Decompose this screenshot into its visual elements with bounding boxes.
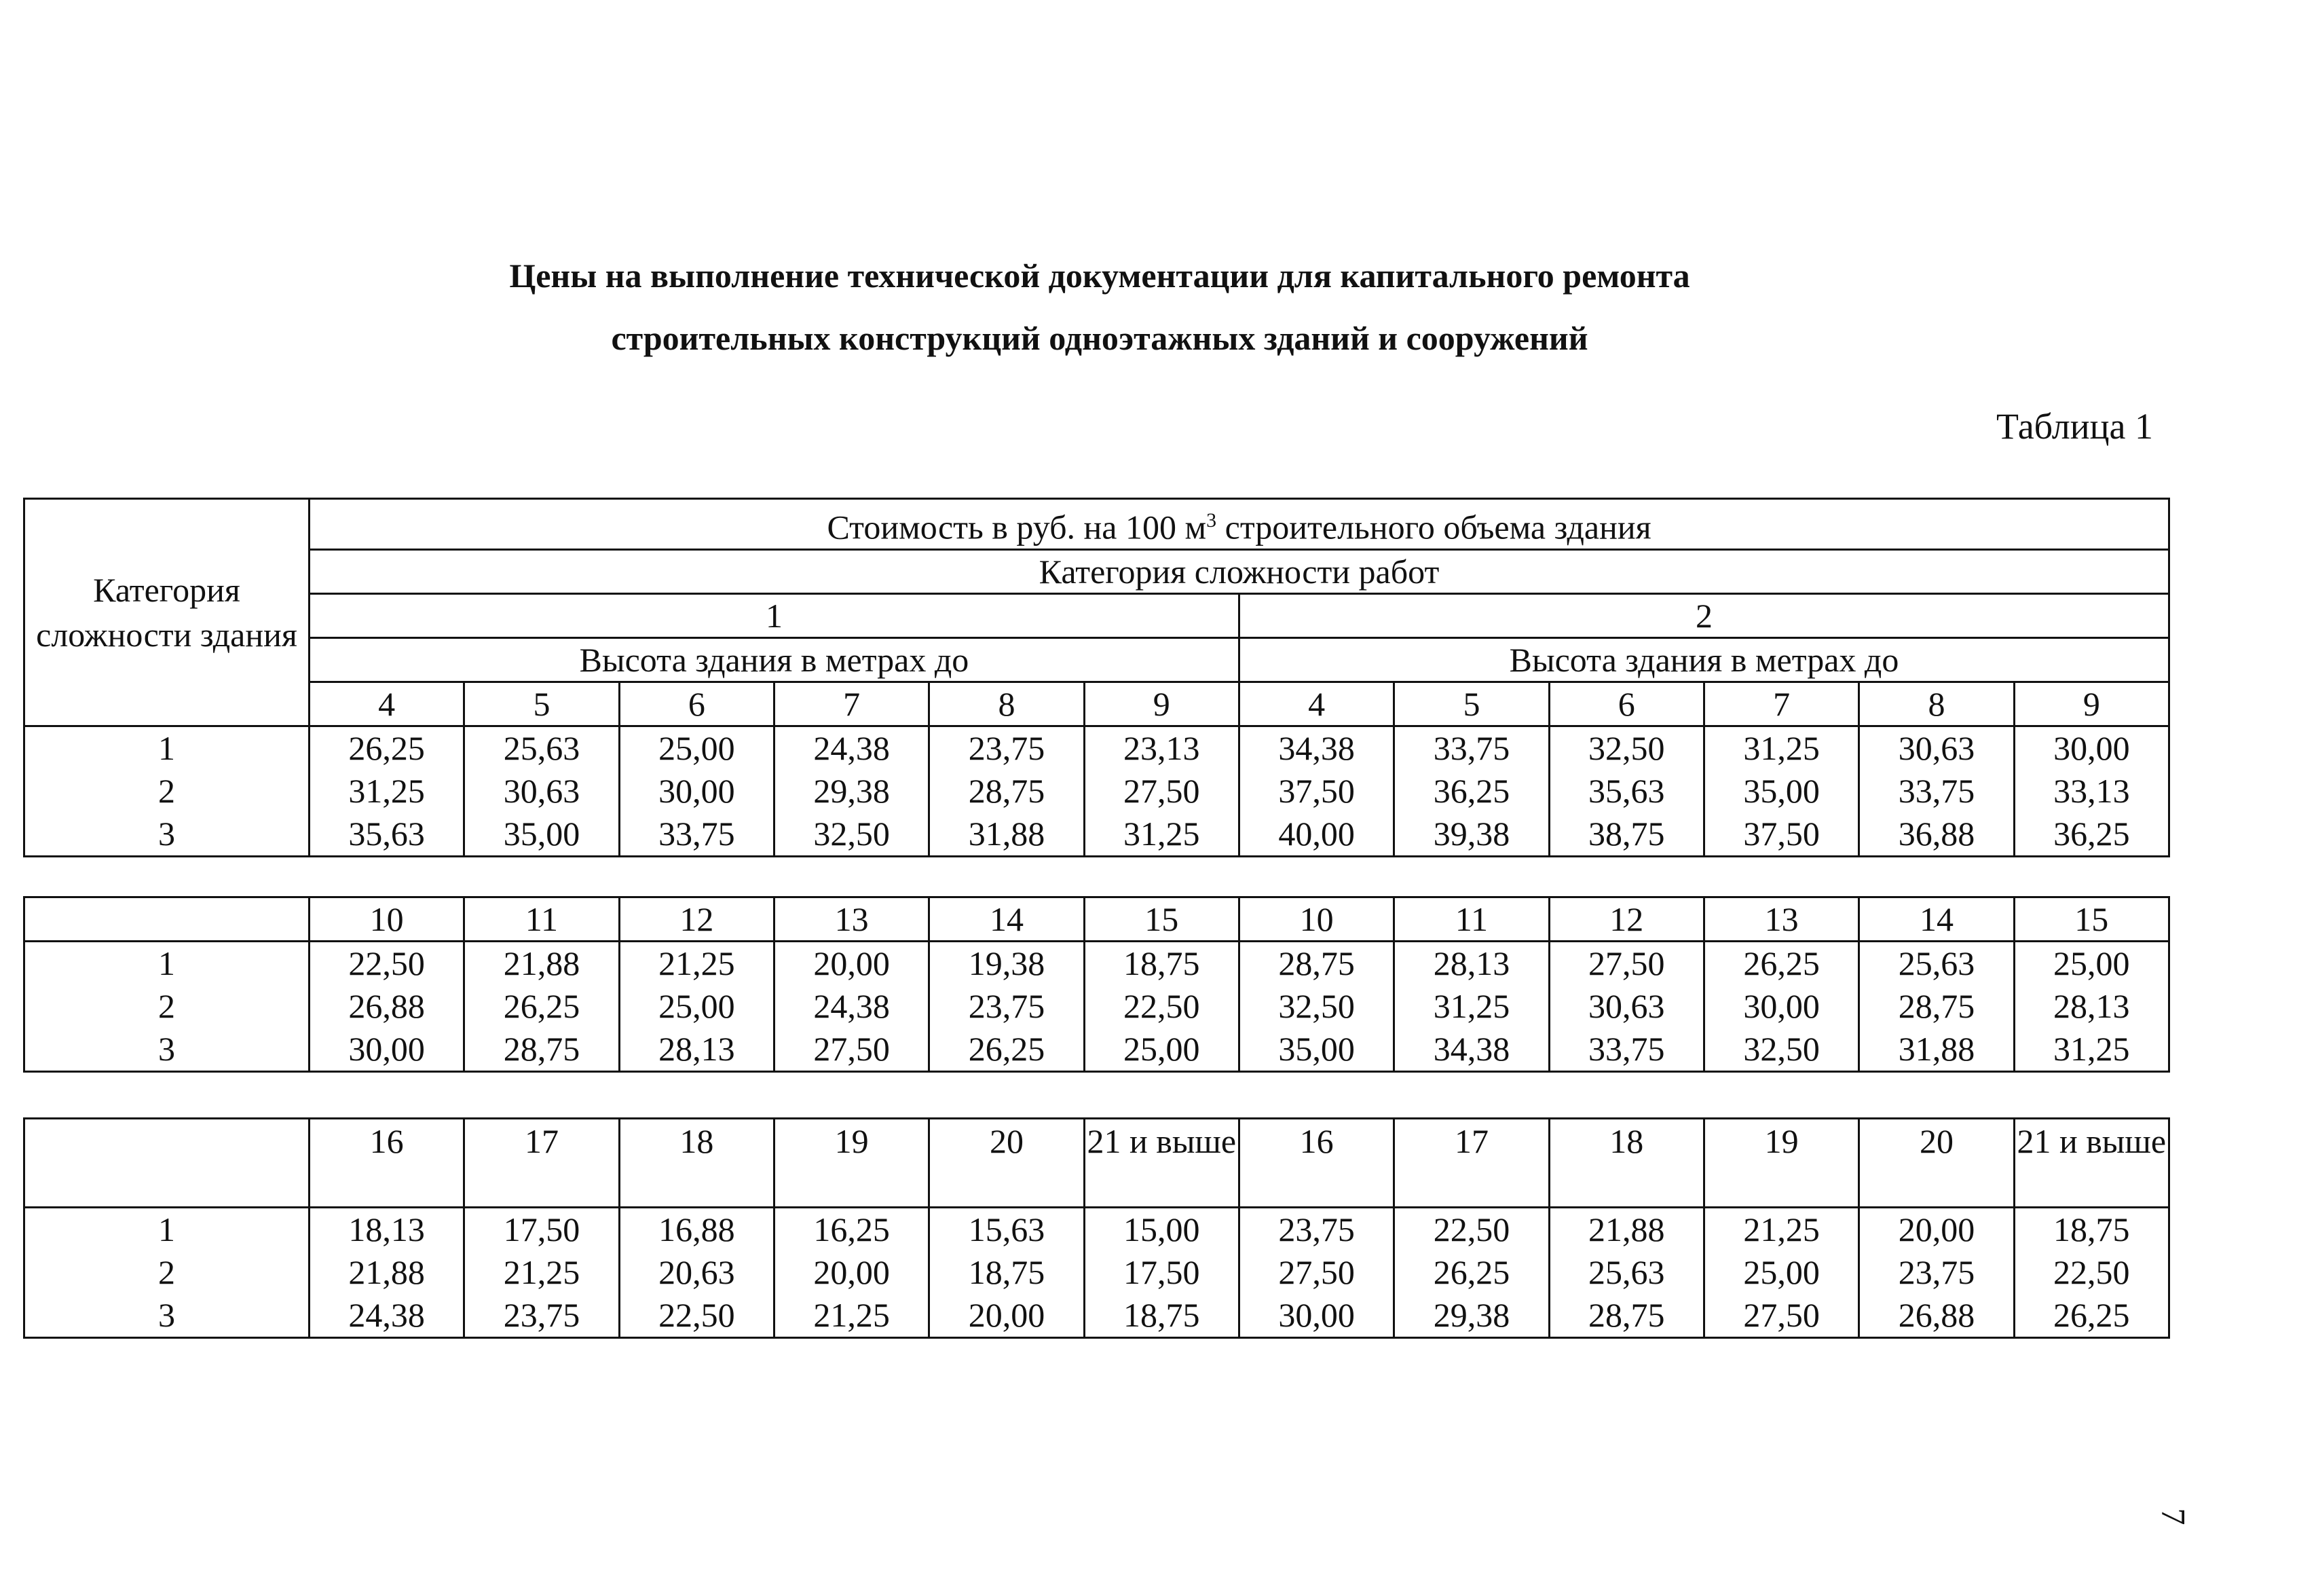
price-cell: 33,75 (1549, 1028, 1704, 1072)
price-cell: 21,25 (619, 942, 774, 986)
height-cell: 20 (929, 1119, 1084, 1208)
table-row (24, 1208, 2169, 1252)
price-cell: 18,75 (1084, 1294, 1239, 1338)
price-cell: 22,50 (2014, 1251, 2169, 1294)
height-cell: 8 (929, 682, 1084, 726)
price-cell: 16,25 (774, 1208, 929, 1252)
table-row (24, 1251, 2169, 1294)
price-cell: 30,63 (1549, 985, 1704, 1028)
height-cell: 20 (1859, 1119, 2014, 1208)
price-cell: 28,13 (619, 1028, 774, 1072)
price-cell: 30,00 (2014, 726, 2169, 770)
price-cell: 20,00 (1859, 1208, 2014, 1252)
price-cell: 26,25 (2014, 1294, 2169, 1338)
price-cell: 27,50 (1549, 942, 1704, 986)
building-category-header: Категория сложности здания (24, 499, 310, 726)
height-cell: 15 (1084, 897, 1239, 942)
building-category-cell: 2 (24, 985, 310, 1028)
price-cell: 26,88 (310, 985, 464, 1028)
height-cell: 4 (310, 682, 464, 726)
price-cell: 35,00 (464, 813, 619, 857)
price-cell: 24,38 (774, 726, 929, 770)
height-header-cat-2: Высота здания в метрах до (1239, 637, 2169, 682)
height-cell: 12 (1549, 897, 1704, 942)
height-cell: 18 (1549, 1119, 1704, 1208)
price-cell: 33,75 (619, 813, 774, 857)
price-cell: 31,25 (1084, 813, 1239, 857)
price-cell: 37,50 (1704, 813, 1859, 857)
price-cell: 22,50 (1394, 1208, 1549, 1252)
height-cell: 8 (1859, 682, 2014, 726)
height-cell: 16 (1239, 1119, 1394, 1208)
height-header-cat-1: Высота здания в метрах до (310, 637, 1239, 682)
price-cell: 21,88 (1549, 1208, 1704, 1252)
price-cell: 34,38 (1394, 1028, 1549, 1072)
price-cell: 28,75 (1859, 985, 2014, 1028)
price-cell: 22,50 (1084, 985, 1239, 1028)
height-cell: 7 (1704, 682, 1859, 726)
price-cell: 17,50 (464, 1208, 619, 1252)
height-cell: 11 (464, 897, 619, 942)
table-row (24, 726, 2169, 770)
height-cell: 4 (1239, 682, 1394, 726)
price-cell: 21,25 (1704, 1208, 1859, 1252)
height-cell: 14 (929, 897, 1084, 942)
height-cell: 9 (1084, 682, 1239, 726)
building-category-cell: 1 (24, 726, 310, 770)
price-cell: 27,50 (774, 1028, 929, 1072)
price-cell: 29,38 (1394, 1294, 1549, 1338)
price-cell: 18,75 (2014, 1208, 2169, 1252)
price-cell: 32,50 (1704, 1028, 1859, 1072)
price-cell: 25,63 (1859, 942, 2014, 986)
price-cell: 24,38 (774, 985, 929, 1028)
price-cell: 23,75 (464, 1294, 619, 1338)
price-cell: 35,63 (1549, 770, 1704, 813)
document-title-line-2: строительных конструкций одноэтажных зданий и сооружений (611, 319, 1588, 357)
empty-category-cell (24, 897, 310, 942)
height-values-row (24, 682, 2169, 726)
price-cell: 33,13 (2014, 770, 2169, 813)
price-cell: 23,13 (1084, 726, 1239, 770)
price-cell: 20,00 (774, 942, 929, 986)
price-cell: 15,00 (1084, 1208, 1239, 1252)
price-cell: 28,75 (464, 1028, 619, 1072)
work-category-2: 2 (1239, 593, 2169, 637)
price-cell: 37,50 (1239, 770, 1394, 813)
price-cell: 30,63 (464, 770, 619, 813)
price-cell: 30,00 (619, 770, 774, 813)
price-cell: 19,38 (929, 942, 1084, 986)
price-cell: 21,25 (774, 1294, 929, 1338)
height-cell: 5 (1394, 682, 1549, 726)
price-cell: 25,00 (1084, 1028, 1239, 1072)
building-category-cell: 3 (24, 1294, 310, 1338)
height-cell: 9 (2014, 682, 2169, 726)
building-category-cell: 3 (24, 1028, 310, 1072)
price-cell: 26,25 (464, 985, 619, 1028)
price-cell: 28,13 (2014, 985, 2169, 1028)
price-cell: 15,63 (929, 1208, 1084, 1252)
price-cell: 20,00 (774, 1251, 929, 1294)
document-title-line-1: Цены на выполнение технической документации для капитального ремонта (509, 257, 1690, 295)
price-cell: 26,25 (1394, 1251, 1549, 1294)
price-cell: 22,50 (310, 942, 464, 986)
price-cell: 33,75 (1859, 770, 2014, 813)
price-table-block-1 (23, 498, 2170, 857)
price-cell: 40,00 (1239, 813, 1394, 857)
building-category-cell: 1 (24, 942, 310, 986)
height-values-row (24, 1119, 2169, 1208)
table-row (24, 1028, 2169, 1072)
price-cell: 23,75 (929, 726, 1084, 770)
price-cell: 26,88 (1859, 1294, 2014, 1338)
price-cell: 21,88 (464, 942, 619, 986)
height-cell: 13 (774, 897, 929, 942)
price-cell: 28,75 (929, 770, 1084, 813)
building-category-cell: 3 (24, 813, 310, 857)
page-number: 7 (2154, 1508, 2193, 1525)
price-cell: 31,25 (1704, 726, 1859, 770)
price-cell: 26,25 (310, 726, 464, 770)
empty-category-cell (24, 1119, 310, 1208)
price-cell: 26,25 (1704, 942, 1859, 986)
height-cell: 21 и выше (1084, 1119, 1239, 1208)
price-table-block-3 (23, 1117, 2170, 1339)
work-category-1: 1 (310, 593, 1239, 637)
price-cell: 23,75 (1239, 1208, 1394, 1252)
price-cell: 16,88 (619, 1208, 774, 1252)
height-cell: 5 (464, 682, 619, 726)
table-label: Таблица 1 (1996, 406, 2153, 447)
table-row (24, 813, 2169, 857)
price-cell: 31,25 (310, 770, 464, 813)
price-cell: 30,00 (310, 1028, 464, 1072)
price-cell: 35,63 (310, 813, 464, 857)
price-cell: 21,88 (310, 1251, 464, 1294)
height-cell: 14 (1859, 897, 2014, 942)
price-table-block-2 (23, 896, 2170, 1073)
height-cell: 21 и выше (2014, 1119, 2169, 1208)
price-cell: 31,88 (1859, 1028, 2014, 1072)
price-cell: 36,25 (2014, 813, 2169, 857)
price-cell: 25,00 (1704, 1251, 1859, 1294)
price-cell: 28,13 (1394, 942, 1549, 986)
price-cell: 24,38 (310, 1294, 464, 1338)
price-cell: 20,63 (619, 1251, 774, 1294)
price-cell: 25,00 (2014, 942, 2169, 986)
height-cell: 10 (1239, 897, 1394, 942)
price-cell: 27,50 (1704, 1294, 1859, 1338)
price-cell: 35,00 (1704, 770, 1859, 813)
price-cell: 30,00 (1704, 985, 1859, 1028)
price-cell: 27,50 (1084, 770, 1239, 813)
price-cell: 36,25 (1394, 770, 1549, 813)
price-cell: 30,63 (1859, 726, 2014, 770)
price-cell: 30,00 (1239, 1294, 1394, 1338)
price-cell: 29,38 (774, 770, 929, 813)
height-cell: 15 (2014, 897, 2169, 942)
price-cell: 25,00 (619, 726, 774, 770)
height-cell: 7 (774, 682, 929, 726)
price-cell: 18,75 (1084, 942, 1239, 986)
price-cell: 28,75 (1239, 942, 1394, 986)
table-row (24, 942, 2169, 986)
price-cell: 18,75 (929, 1251, 1084, 1294)
price-cell: 21,25 (464, 1251, 619, 1294)
price-cell: 32,50 (1549, 726, 1704, 770)
building-category-cell: 2 (24, 1251, 310, 1294)
building-category-cell: 1 (24, 1208, 310, 1252)
height-cell: 12 (619, 897, 774, 942)
price-cell: 20,00 (929, 1294, 1084, 1338)
height-cell: 18 (619, 1119, 774, 1208)
price-cell: 32,50 (1239, 985, 1394, 1028)
work-category-header: Категория сложности работ (310, 549, 2169, 593)
table-row (24, 1294, 2169, 1338)
price-cell: 39,38 (1394, 813, 1549, 857)
height-cell: 19 (1704, 1119, 1859, 1208)
price-cell: 31,25 (1394, 985, 1549, 1028)
price-cell: 33,75 (1394, 726, 1549, 770)
price-cell: 36,88 (1859, 813, 2014, 857)
price-cell: 23,75 (929, 985, 1084, 1028)
price-cell: 18,13 (310, 1208, 464, 1252)
building-category-cell: 2 (24, 770, 310, 813)
height-cell: 19 (774, 1119, 929, 1208)
height-cell: 10 (310, 897, 464, 942)
price-cell: 34,38 (1239, 726, 1394, 770)
price-cell: 28,75 (1549, 1294, 1704, 1338)
height-cell: 17 (464, 1119, 619, 1208)
price-cell: 27,50 (1239, 1251, 1394, 1294)
height-cell: 6 (1549, 682, 1704, 726)
price-cell: 31,25 (2014, 1028, 2169, 1072)
price-cell: 25,63 (1549, 1251, 1704, 1294)
height-cell: 16 (310, 1119, 464, 1208)
price-cell: 25,63 (464, 726, 619, 770)
price-cell: 17,50 (1084, 1251, 1239, 1294)
price-cell: 31,88 (929, 813, 1084, 857)
price-cell: 23,75 (1859, 1251, 2014, 1294)
table-row (24, 770, 2169, 813)
height-cell: 11 (1394, 897, 1549, 942)
height-cell: 13 (1704, 897, 1859, 942)
height-values-row (24, 897, 2169, 942)
cost-header: Стоимость в руб. на 100 $м^3$ строительного объема здания (310, 499, 2169, 550)
price-cell: 25,00 (619, 985, 774, 1028)
price-cell: 38,75 (1549, 813, 1704, 857)
price-cell: 22,50 (619, 1294, 774, 1338)
price-cell: 35,00 (1239, 1028, 1394, 1072)
price-cell: 32,50 (774, 813, 929, 857)
height-cell: 6 (619, 682, 774, 726)
table-row (24, 985, 2169, 1028)
height-cell: 17 (1394, 1119, 1549, 1208)
price-cell: 26,25 (929, 1028, 1084, 1072)
